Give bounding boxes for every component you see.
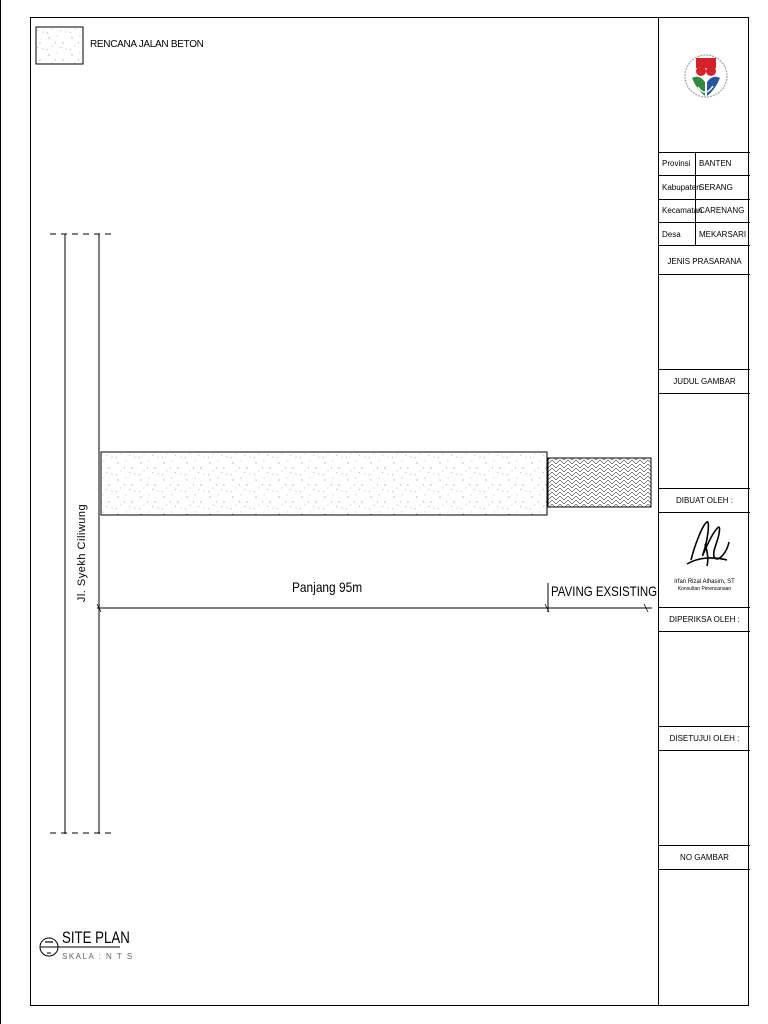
tb-divider xyxy=(659,152,750,153)
paving-existing-label: PAVING EXSISTING xyxy=(551,583,658,599)
tb-divider xyxy=(659,245,750,246)
tb-divider xyxy=(659,199,750,200)
ministry-logo xyxy=(683,38,729,114)
tb-disetujui-oleh: DISETUJUI OLEH : xyxy=(669,734,740,743)
concrete-road-plan xyxy=(101,452,547,515)
legend-swatch xyxy=(36,27,83,64)
tb-divider xyxy=(659,869,750,870)
tb-divider xyxy=(659,222,750,223)
tb-divider xyxy=(659,607,750,608)
tb-divider xyxy=(659,512,750,513)
site-plan-scale: SKALA : N T S xyxy=(62,952,134,961)
length-dimension-label: Panjang 95m xyxy=(292,579,363,595)
tb-divider xyxy=(659,726,750,727)
tb-value-kabupaten: SERANG xyxy=(699,183,733,192)
tb-key-kecamatan: Kecamatan xyxy=(662,206,703,215)
road-name-label: Jl. Syekh Ciliwung xyxy=(76,503,88,603)
signer-name: Irfan Rizal Alhasim, ST xyxy=(674,579,735,585)
tb-value-desa: MEKARSARI xyxy=(699,230,747,239)
tb-divider xyxy=(659,274,750,275)
tb-key-desa: Desa xyxy=(662,230,681,239)
site-plan-title: SITE PLAN xyxy=(62,928,130,947)
tb-key-kabupaten: Kabupaten xyxy=(662,183,701,192)
tb-judul-gambar: JUDUL GAMBAR xyxy=(673,377,736,386)
tb-divider xyxy=(659,750,750,751)
tb-jenis-prasarana: JENIS PRASARANA xyxy=(667,257,742,266)
tb-divider xyxy=(659,175,750,176)
signer-role: Konsultan Perencanaan xyxy=(677,586,732,592)
tb-no-gambar: NO GAMBAR xyxy=(680,853,729,862)
tb-column-divider xyxy=(695,152,696,245)
tb-divider xyxy=(659,369,750,370)
tb-divider xyxy=(659,488,750,489)
tb-key-provinsi: Provinsi xyxy=(662,159,691,168)
tb-divider xyxy=(659,631,750,632)
tb-divider xyxy=(659,393,750,394)
tb-diperiksa-oleh: DIPERIKSA OLEH : xyxy=(669,615,740,624)
paving-existing-area xyxy=(548,458,651,507)
tb-divider xyxy=(659,845,750,846)
tb-dibuat-oleh: DIBUAT OLEH : xyxy=(675,496,734,505)
legend-label: RENCANA JALAN BETON xyxy=(90,39,204,50)
title-block xyxy=(658,17,749,1006)
tb-value-kecamatan: CARENANG xyxy=(699,206,745,215)
tb-value-provinsi: BANTEN xyxy=(699,159,732,168)
signature-image xyxy=(681,514,733,576)
